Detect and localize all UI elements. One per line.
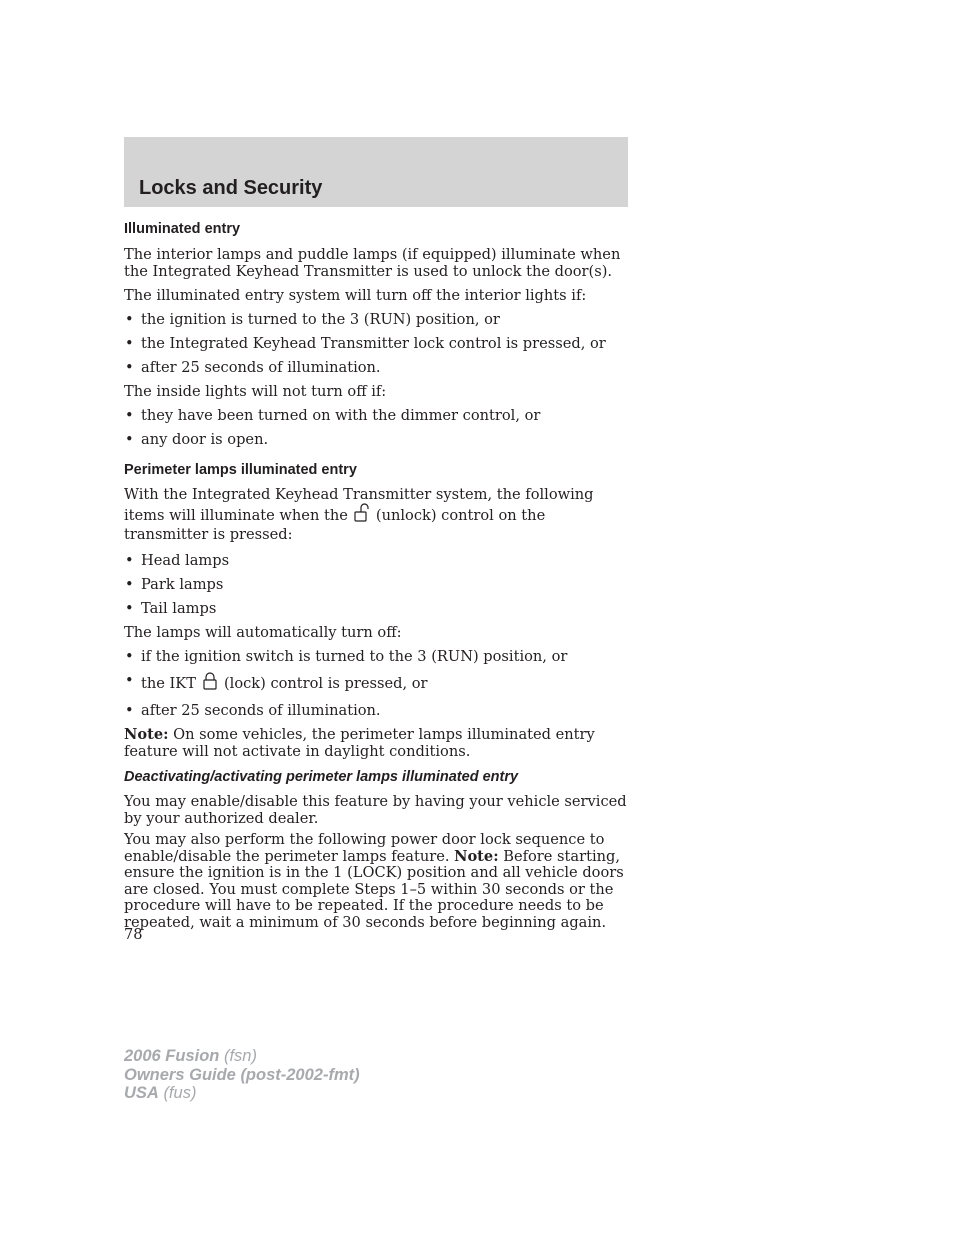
list-item: • after 25 seconds of illumination. (124, 359, 632, 376)
footer (124, 1047, 360, 1103)
list-item: • if the ignition switch is turned to the 3 (RUN) position, or (124, 648, 632, 665)
footer-line (124, 1084, 360, 1103)
footer-line (124, 1066, 360, 1085)
paragraph-text: You may also perform the following power door lock sequence to enable/disable the perimeter lamps feature. (124, 831, 605, 865)
page-number: 78 (124, 926, 143, 943)
list-item: • Park lamps (124, 576, 632, 593)
heading-deactivating: Deactivating/activating perimeter lamps illuminated entry (124, 769, 519, 785)
page-content (124, 220, 632, 931)
paragraph-text: With the Integrated Keyhead Transmitter system, the following items will illuminate when the (124, 486, 594, 524)
list-item: • Tail lamps (124, 600, 632, 617)
list-item: • any door is open. (124, 431, 632, 448)
list-item: • the ignition is turned to the 3 (RUN) position, or (124, 311, 632, 328)
footer-guide: Owners Guide (post-2002-fmt) (124, 1065, 360, 1084)
list-item: • they have been turned on with the dimmer control, or (124, 407, 632, 424)
paragraph-text: (unlock) control on the transmitter is pressed: (124, 507, 546, 543)
note-label: Note: (124, 726, 169, 743)
footer-model: 2006 Fusion (124, 1047, 220, 1065)
list-item: • the Integrated Keyhead Transmitter lock control is pressed, or (124, 335, 632, 352)
note-label: Note: (454, 847, 499, 865)
footer-line (124, 1047, 360, 1066)
lock-icon (202, 672, 218, 694)
list-item-text: the IKT (141, 675, 196, 692)
footer-market: USA (124, 1084, 159, 1102)
footer-market-code: (fus) (163, 1084, 197, 1102)
note-text: On some vehicles, the perimeter lamps illuminated entry feature will not activate in daylight conditions. (124, 726, 595, 760)
paragraph: The inside lights will not turn off if: (124, 383, 387, 400)
note-paragraph (124, 726, 632, 760)
list-item-ikt (124, 672, 632, 694)
paragraph-perimeter-intro (124, 486, 632, 543)
footer-model-code: (fsn) (223, 1047, 257, 1065)
paragraph: The interior lamps and puddle lamps (if equipped) illuminate when the Integrated Keyhead Transmitter is used to unlock the door(s). (124, 246, 621, 280)
unlock-icon (354, 503, 370, 526)
heading-perimeter-lamps: Perimeter lamps illuminated entry (124, 462, 357, 478)
list-item-text: (lock) control is pressed, or (223, 675, 428, 692)
section-title: Locks and Security (139, 177, 323, 199)
paragraph-sequence (124, 832, 632, 931)
list-item: • Head lamps (124, 552, 632, 569)
paragraph: You may enable/disable this feature by having your vehicle serviced by your authorized dealer. (124, 793, 627, 827)
paragraph-text: Before starting, ensure the ignition is in the 1 (LOCK) position and all vehicle doors are closed. You must complete Steps 1–5 within 30 seconds or the procedure will have to be repeated. If the procedure needs to be repeated, wait a minimum of 30 seconds before beginning again. (124, 847, 624, 931)
paragraph: The lamps will automatically turn off: (124, 624, 402, 641)
list-item: • after 25 seconds of illumination. (124, 702, 632, 719)
heading-illuminated-entry: Illuminated entry (124, 221, 241, 237)
paragraph: The illuminated entry system will turn off the interior lights if: (124, 287, 587, 304)
